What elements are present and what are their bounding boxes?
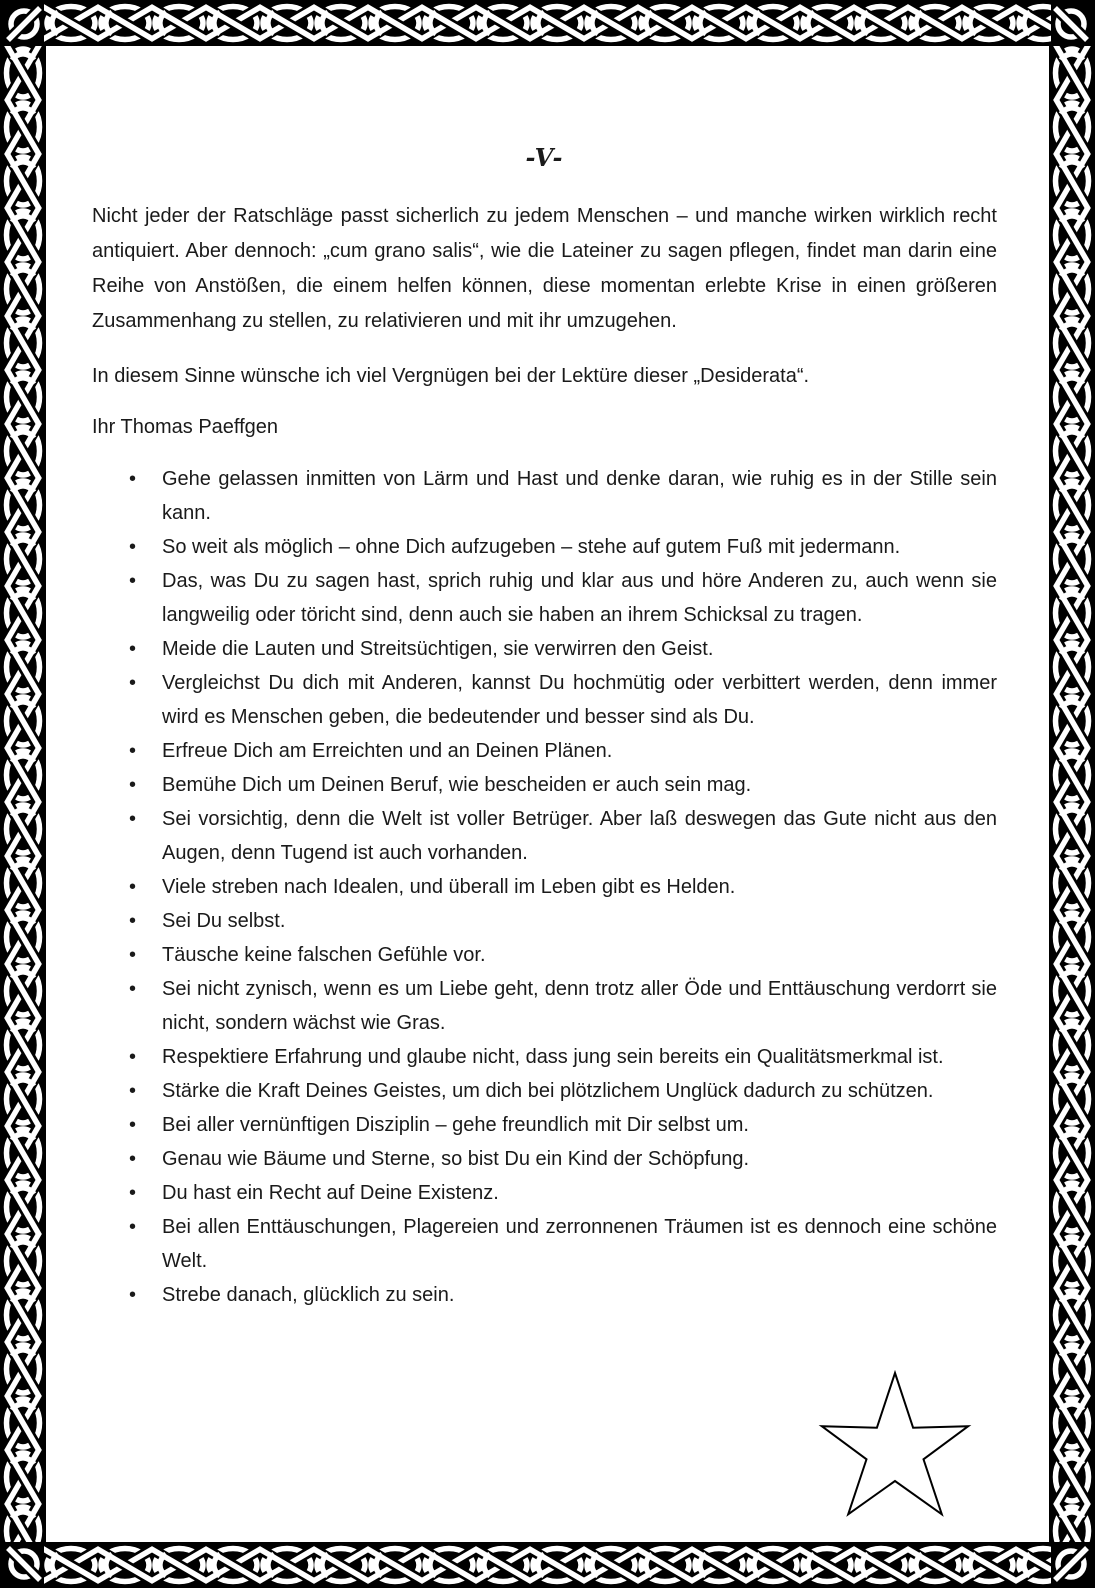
note-paragraph: In diesem Sinne wünsche ich viel Vergnügen bei der Lektüre dieser „Desiderata“. [92,365,810,387]
list-item: • Strebe danach, glücklich zu sein. [129,1278,997,1312]
page-marker: -V- [525,143,564,172]
star-icon [815,1370,975,1522]
list-item: • So weit als möglich – ohne Dich aufzugeben – stehe auf gutem Fuß mit jedermann. [129,530,997,564]
list-item: • Sei vorsichtig, denn die Welt ist voller Betrüger. Aber laß deswegen das Gute nicht aus den Augen, denn Tugend ist auch vorhanden. [129,802,997,870]
list-item: • Viele streben nach Idealen, und überall im Leben gibt es Helden. [129,870,997,904]
list-item: • Respektiere Erfahrung und glaube nicht, dass jung sein bereits ein Qualitätsmerkmal ist. [129,1040,997,1074]
bullet-list [129,462,997,1312]
list-item: • Bemühe Dich um Deinen Beruf, wie bescheiden er auch sein mag. [129,768,997,802]
list-item: • Bei allen Enttäuschungen, Plagereien und zerronnenen Träumen ist es dennoch eine schöne Welt. [129,1210,997,1278]
list-item: • Bei aller vernünftigen Disziplin – gehe freundlich mit Dir selbst um. [129,1108,997,1142]
list-item: • Erfreue Dich am Erreichten und an Deinen Plänen. [129,734,997,768]
list-item: • Sei Du selbst. [129,904,997,938]
list-item: • Gehe gelassen inmitten von Lärm und Hast und denke daran, wie ruhig es in der Stille sein kann. [129,462,997,530]
content-area [46,46,1049,1542]
list-item: • Stärke die Kraft Deines Geistes, um dich bei plötzlichem Unglück dadurch zu schützen. [129,1074,997,1108]
list-item: • Vergleichst Du dich mit Anderen, kannst Du hochmütig oder verbittert werden, denn immer wird es Menschen geben, die bedeutender und besser sind als Du. [129,666,997,734]
list-item: • Sei nicht zynisch, wenn es um Liebe geht, denn trotz aller Öde und Enttäuschung verdorrt sie nicht, sondern wächst wie Gras. [129,972,997,1040]
intro-paragraph: Nicht jeder der Ratschläge passt sicherlich zu jedem Menschen – und manche wirken wirklich recht antiquiert. Aber dennoch: „cum grano salis“, wie die Lateiner zu sagen pflegen, findet man darin eine Reihe von Anstößen, die einem helfen können, diese momentan erlebte Krise in einen größeren Zusammenhang zu stellen, zu relativieren und mit ihr umzugehen. [92,205,997,332]
list-item: • Das, was Du zu sagen hast, sprich ruhig und klar aus und höre Anderen zu, auch wenn sie langweilig oder töricht sind, denn auch sie haben an ihrem Schicksal zu tragen. [129,564,997,632]
list-item: • Du hast ein Recht auf Deine Existenz. [129,1176,997,1210]
signature: Ihr Thomas Paeffgen [92,416,279,438]
list-item: • Täusche keine falschen Gefühle vor. [129,938,997,972]
list-item: • Genau wie Bäume und Sterne, so bist Du ein Kind der Schöpfung. [129,1142,997,1176]
list-item: • Meide die Lauten und Streitsüchtigen, sie verwirren den Geist. [129,632,997,666]
